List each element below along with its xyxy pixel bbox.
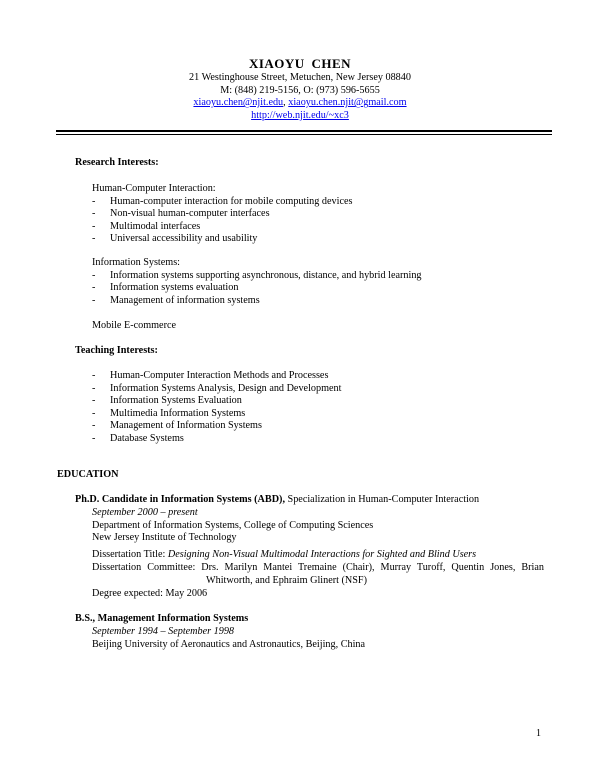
bullet-dash: -	[92, 220, 96, 232]
list-item: - Information systems supporting asynchronous, distance, and hybrid learning	[92, 269, 422, 281]
dissertation-title: Designing Non-Visual Multimodal Interactions for Sighted and Blind Users	[167, 549, 477, 560]
phd-specialization: Specialization in Human-Computer Interaction	[285, 494, 480, 505]
research-heading: Research Interests:	[75, 157, 159, 168]
website-link[interactable]: http://web.njit.edu/~xc3	[251, 109, 349, 121]
phd-school: New Jersey Institute of Technology	[92, 532, 237, 544]
bs-details	[92, 626, 365, 651]
bullet-dash: -	[92, 208, 96, 220]
bullet-dash: -	[92, 233, 96, 245]
list-item: - Multimodal interfaces	[92, 220, 201, 232]
bullet-dash: -	[92, 282, 96, 294]
dissertation-title-line	[92, 549, 476, 560]
bullet-dash: -	[92, 195, 96, 207]
bs-school: Beijing University of Aeronautics and Astronautics, Beijing, China	[92, 638, 366, 650]
hci-title: Human-Computer Interaction:	[92, 183, 216, 194]
bullet-dash: -	[92, 269, 96, 281]
list-item: - Universal accessibility and usability	[92, 233, 258, 245]
page-number: 1	[536, 728, 541, 739]
list-item: - Information systems evaluation	[92, 282, 239, 294]
list-item: - Multimedia Information Systems	[92, 407, 246, 419]
email-line	[0, 97, 600, 110]
degree-expected: Degree expected: May 2006	[92, 588, 208, 599]
is-list	[92, 270, 422, 308]
bullet-dash: -	[92, 382, 96, 394]
phd-degree-title: Ph.D. Candidate in Information Systems (ABD),	[75, 494, 285, 505]
bullet-dash: -	[92, 395, 96, 407]
email-link-primary[interactable]: xiaoyu.chen@njit.edu	[193, 97, 284, 109]
website-line	[0, 110, 600, 123]
list-item: - Management of information systems	[92, 294, 260, 306]
phone-numbers: M: (848) 219-5156, O: (973) 596-5655	[220, 84, 380, 96]
mobile-ecommerce: Mobile E-commerce	[92, 320, 177, 331]
list-item: - Human-Computer Interaction Methods and Processes	[92, 370, 329, 381]
teaching-heading: Teaching Interests:	[75, 345, 158, 356]
hci-section	[92, 183, 352, 246]
bullet-dash: -	[92, 407, 96, 419]
resume-header	[0, 56, 600, 122]
dissertation-committee	[92, 562, 544, 587]
hci-list	[92, 196, 352, 246]
is-section	[92, 257, 422, 307]
education-heading: EDUCATION	[57, 469, 119, 480]
list-item: - Non-visual human-computer interfaces	[92, 208, 270, 220]
candidate-name: XIAOYU CHEN	[248, 56, 352, 71]
is-title: Information Systems:	[92, 257, 181, 268]
committee-line-2: Whitworth, and Ephraim Glinert (NSF)	[206, 574, 367, 586]
bs-degree: B.S., Management Information Systems	[75, 613, 249, 624]
list-item: - Database Systems	[92, 432, 184, 444]
list-item: - Information Systems Analysis, Design and Development	[92, 382, 342, 394]
phd-details	[92, 507, 373, 545]
committee-line-1: Dissertation Committee: Drs. Marilyn Mantei Tremaine (Chair), Murray Turoff, Quentin Jones, Brian	[92, 562, 544, 573]
teaching-list	[92, 370, 341, 446]
phd-dates: September 2000 – present	[92, 507, 198, 518]
list-item: - Human-computer interaction for mobile computing devices	[92, 195, 353, 207]
bullet-dash: -	[92, 294, 96, 306]
email-separator: ,	[283, 97, 289, 109]
bullet-dash: -	[92, 370, 96, 381]
address: 21 Westinghouse Street, Metuchen, New Jersey 08840	[189, 72, 411, 83]
phd-department: Department of Information Systems, College of Computing Sciences	[92, 519, 374, 531]
bs-dates: September 1994 – September 1998	[92, 626, 235, 637]
bullet-dash: -	[92, 432, 96, 444]
email-link-secondary[interactable]: xiaoyu.chen.njit@gmail.com	[288, 97, 407, 109]
list-item: - Information Systems Evaluation	[92, 395, 242, 407]
header-divider-thick	[56, 130, 552, 132]
list-item: - Management of Information Systems	[92, 420, 262, 432]
phd-degree	[75, 494, 479, 505]
bullet-dash: -	[92, 420, 96, 432]
dissertation-label: Dissertation Title:	[92, 549, 168, 560]
header-divider-thin	[56, 134, 552, 135]
